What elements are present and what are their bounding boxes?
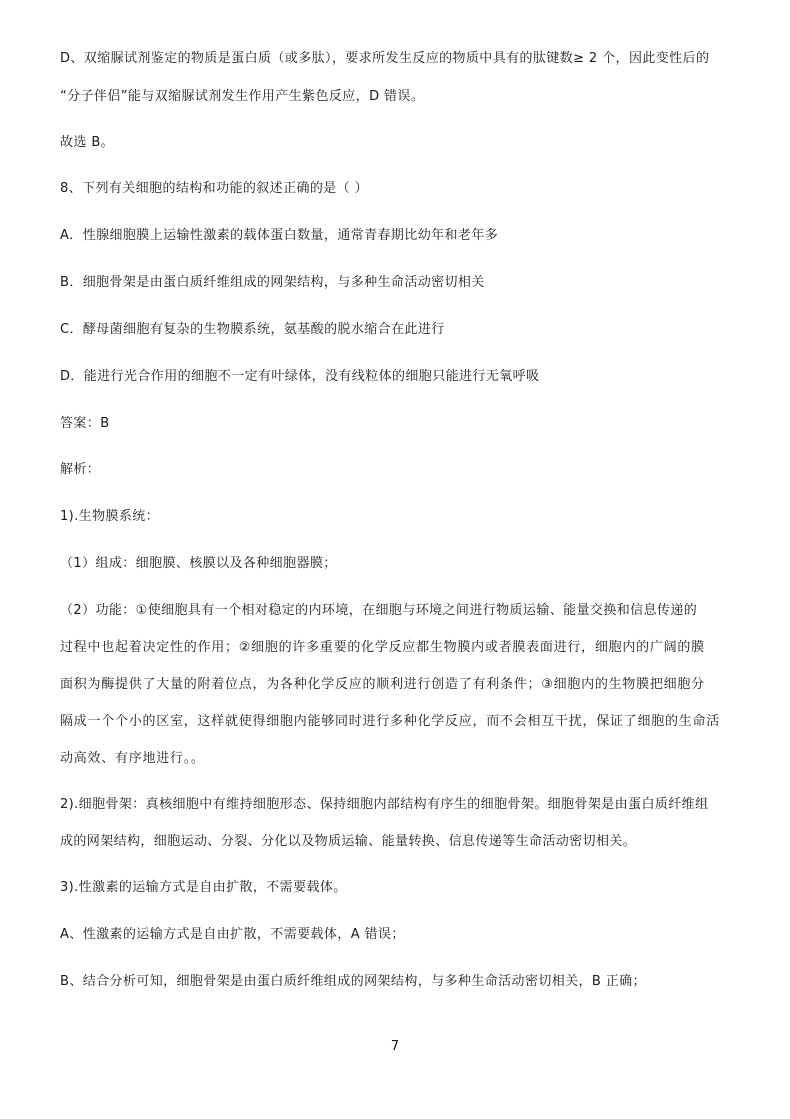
text-line: （1）组成：细胞膜、核膜以及各种细胞器膜； (60, 556, 337, 571)
text-line: 2).细胞骨架：真核细胞中有维持细胞形态、保持细胞内部结构有序生的细胞骨架。细胞骨架是由蛋白质纤维组 (60, 797, 709, 812)
text-line: 动高效、有序地进行。。 (60, 751, 205, 766)
text-line: “分子伴侣”能与双缩脲试剂发生作用产生紫色反应，D 错误。 (60, 89, 425, 104)
text-line: A、性激素的运输方式是自由扩散，不需要载体，A 错误； (60, 927, 405, 942)
text-line: 面积为酶提供了大量的附着位点，为各种化学反应的顺利进行创造了有利条件；③细胞内的生物膜把细胞分 (60, 677, 705, 692)
text-line: 隔成一个个小的区室，这样就使得细胞内能够同时进行多种化学反应，而不会相互干扰，保证了细胞的生命活 (60, 714, 721, 729)
option-a: A．性腺细胞膜上运输性激素的载体蛋白数量，通常青春期比幼年和老年多 (60, 228, 499, 243)
text-line: B、结合分析可知，细胞骨架是由蛋白质纤维组成的网架结构，与多种生命活动密切相关，B 正确； (60, 974, 646, 989)
text-line: 1).生物膜系统： (60, 509, 160, 524)
page-number: 7 (390, 1039, 400, 1054)
text-line: 3).性激素的运输方式是自由扩散，不需要载体。 (60, 880, 347, 895)
option-d: D．能进行光合作用的细胞不一定有叶绿体，没有线粒体的细胞只能进行无氧呼吸 (60, 369, 540, 384)
text-line: （2）功能：①使细胞具有一个相对稳定的内环境，在细胞与环境之间进行物质运输、能量交换和信息传递的 (60, 603, 698, 618)
text-line: 故选 B。 (60, 135, 115, 150)
analysis-heading: 解析： (60, 462, 101, 477)
text-line: 过程中也起着决定性的作用；②细胞的许多重要的化学反应都生物膜内或者膜表面进行，细胞内的广阔的膜 (60, 640, 705, 655)
option-b: B．细胞骨架是由蛋白质纤维组成的网架结构，与多种生命活动密切相关 (60, 275, 485, 290)
text-line: D、双缩脲试剂鉴定的物质是蛋白质（或多肽），要求所发生反应的物质中具有的肽键数≥ 2 个，因此变性后的 (60, 51, 710, 66)
text-line: 成的网架结构，细胞运动、分裂、分化以及物质运输、能量转换、信息传递等生命活动密切相关。 (60, 834, 637, 849)
answer-line: 答案：B (60, 416, 110, 431)
question-stem: 8、下列有关细胞的结构和功能的叙述正确的是（ ） (60, 181, 369, 196)
option-c: C．酵母菌细胞有复杂的生物膜系统，氨基酸的脱水缩合在此进行 (60, 322, 445, 337)
